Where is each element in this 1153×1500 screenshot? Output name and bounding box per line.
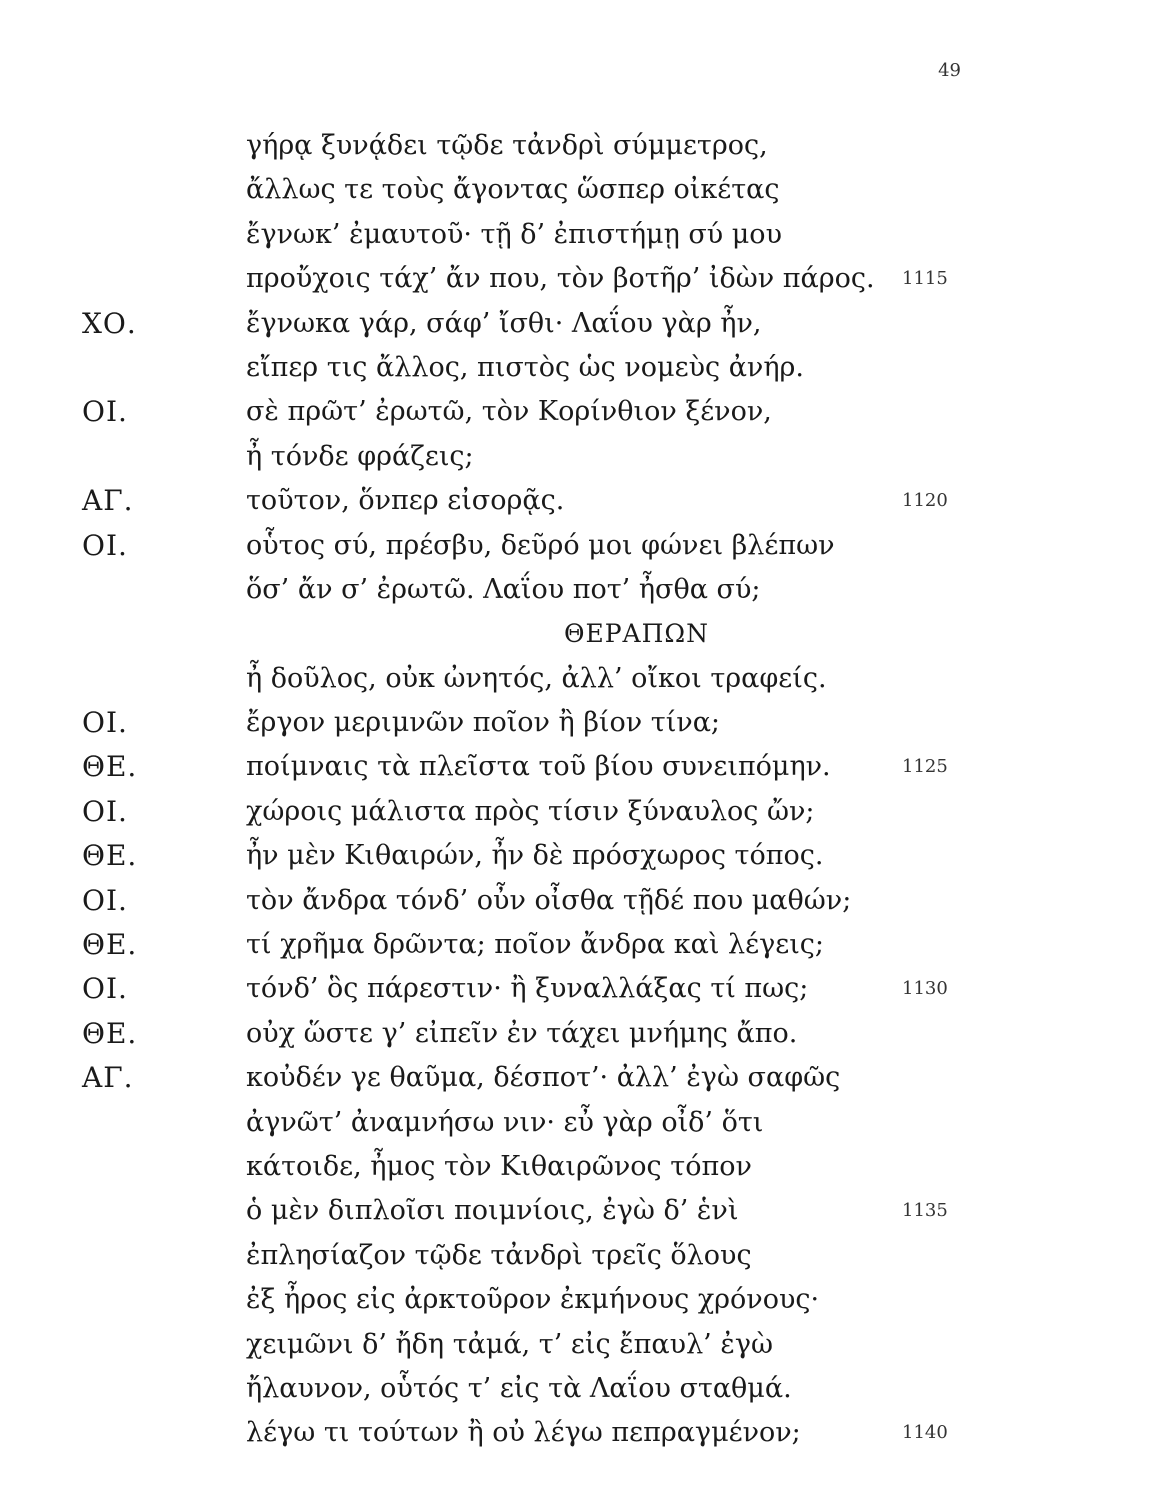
verse-text-line: προὔχοις τάχ’ ἄν που, τὸν βοτῆρ’ ἰδὼν πάρος. <box>246 263 875 295</box>
verse-text-line: ἄλλως τε τοὺς ἄγοντας ὥσπερ οἰκέτας <box>246 174 780 206</box>
verse-line <box>0 168 1153 212</box>
verse-text-line: εἴπερ τις ἄλλος, πιστὸς ὡς νομεὺς ἀνήρ. <box>246 351 804 383</box>
verse-line <box>0 346 1153 390</box>
verse-text-line: ἦν μὲν Κιθαιρών, ἦν δὲ πρόσχωρος τόπος. <box>246 840 824 872</box>
verse-line <box>0 834 1153 878</box>
verse-text-line: οὗτος σύ, πρέσβυ, δεῦρό μοι φώνει βλέπων <box>246 529 835 561</box>
verse-text-line: κάτοιδε, ἦμος τὸν Κιθαιρῶνος τόπον <box>246 1150 752 1182</box>
speaker-label: ΟΙ. <box>82 883 128 917</box>
verse-text-line: ἦ τόνδε φράζεις; <box>246 440 474 472</box>
verse-line <box>0 1367 1153 1411</box>
verse-line <box>0 257 1153 301</box>
line-number: 1135 <box>902 1200 948 1222</box>
line-number: 1115 <box>902 268 948 290</box>
verse-text-line: τοῦτον, ὅνπερ εἰσορᾷς. <box>246 485 565 517</box>
verse-text-line: χειμῶνι δ’ ἤδη τἀμά, τ’ εἰς ἔπαυλ’ ἐγὼ <box>246 1328 773 1360</box>
line-number: 1130 <box>902 978 948 1000</box>
verse-text-line: σὲ πρῶτ’ ἐρωτῶ, τὸν Κορίνθιον ξένον, <box>246 396 772 428</box>
verse-line <box>0 1411 1153 1455</box>
speaker-label: ΘΕ. <box>82 750 138 784</box>
verse-line <box>0 1323 1153 1367</box>
verse-line <box>0 790 1153 834</box>
speaker-label: ΟΙ. <box>82 528 128 562</box>
verse-line <box>0 701 1153 745</box>
verse-line <box>0 302 1153 346</box>
verse-line <box>0 1189 1153 1233</box>
verse-text-line: χώροις μάλιστα πρὸς τίσιν ξύναυλος ὤν; <box>246 795 815 827</box>
verse-line <box>0 967 1153 1011</box>
verse-line <box>0 923 1153 967</box>
speaker-label: ΟΙ. <box>82 395 128 429</box>
verse-line <box>0 124 1153 168</box>
line-number: 1120 <box>902 490 948 512</box>
verse-line <box>0 745 1153 789</box>
verse-text-line: ἔγνωκ’ ἐμαυτοῦ· τῇ δ’ ἐπιστήμῃ σύ μου <box>246 218 782 250</box>
speaker-label: ΘΕ. <box>82 928 138 962</box>
line-number: 1140 <box>902 1422 948 1444</box>
verse-line <box>0 524 1153 568</box>
verse-line <box>0 213 1153 257</box>
verse-text-line: ἤλαυνον, οὗτός τ’ εἰς τὰ Λαΐου σταθμά. <box>246 1372 792 1404</box>
verse-line <box>0 390 1153 434</box>
verse-line <box>0 1234 1153 1278</box>
verse-text-line: τί χρῆμα δρῶντα; ποῖον ἄνδρα καὶ λέγεις; <box>246 929 825 961</box>
verse-text-line: ἐξ ἦρος εἰς ἀρκτοῦρον ἐκμήνους χρόνους· <box>246 1284 820 1316</box>
verse-text-line: ἀγνῶτ’ ἀναμνήσω νιν· εὖ γὰρ οἶδ’ ὅτι <box>246 1106 764 1138</box>
verse-line <box>0 657 1153 701</box>
verse-text <box>0 124 1153 1456</box>
verse-text-line: οὐχ ὥστε γ’ εἰπεῖν ἐν τάχει μνήμης ἄπο. <box>246 1017 798 1049</box>
verse-text-line: τόνδ’ ὃς πάρεστιν· ἢ ξυναλλάξας τί πως; <box>246 973 809 1005</box>
speaker-label: ΟΙ. <box>82 794 128 828</box>
verse-text-line: ἦ δοῦλος, οὐκ ὠνητός, ἀλλ’ οἴκοι τραφείς. <box>246 662 827 694</box>
verse-line <box>0 479 1153 523</box>
verse-text-line: τὸν ἄνδρα τόνδ’ οὖν οἶσθα τῇδέ που μαθών; <box>246 884 852 916</box>
verse-text-line: ποίμναις τὰ πλεῖστα τοῦ βίου συνειπόμην. <box>246 751 831 783</box>
verse-text-line: ἐπλησίαζον τῷδε τἀνδρὶ τρεῖς ὅλους <box>246 1239 752 1271</box>
page-number: 49 <box>938 60 961 81</box>
speaker-label: ΘΕ. <box>82 839 138 873</box>
speaker-label: ΘΕ. <box>82 1016 138 1050</box>
speaker-label: ΑΓ. <box>82 484 134 518</box>
character-heading-row <box>0 612 1153 656</box>
speaker-label: ΟΙ. <box>82 972 128 1006</box>
verse-line <box>0 879 1153 923</box>
speaker-label: ΑΓ. <box>82 1061 134 1095</box>
verse-line <box>0 568 1153 612</box>
character-heading: ΘΕΡΑΠΩΝ <box>563 619 710 649</box>
speaker-label: ΟΙ. <box>82 706 128 740</box>
verse-line <box>0 1012 1153 1056</box>
verse-line <box>0 1145 1153 1189</box>
verse-text-line: ἔργον μεριμνῶν ποῖον ἢ βίον τίνα; <box>246 707 721 739</box>
verse-text-line: λέγω τι τούτων ἢ οὐ λέγω πεπραγμένον; <box>246 1417 801 1449</box>
verse-text-line: ὅσ’ ἄν σ’ ἐρωτῶ. Λαΐου ποτ’ ἦσθα σύ; <box>246 573 761 605</box>
speaker-label: ΧΟ. <box>82 306 137 340</box>
verse-line <box>0 1101 1153 1145</box>
verse-text-line: κοὐδέν γε θαῦμα, δέσποτ’· ἀλλ’ ἐγὼ σαφῶς <box>246 1062 841 1094</box>
verse-text-line: ἔγνωκα γάρ, σάφ’ ἴσθι· Λαΐου γὰρ ἦν, <box>246 307 762 339</box>
line-number: 1125 <box>902 756 948 778</box>
verse-line <box>0 1056 1153 1100</box>
verse-line <box>0 1278 1153 1322</box>
verse-line <box>0 435 1153 479</box>
verse-text-line: γήρᾳ ξυνᾴδει τῷδε τἀνδρὶ σύμμετρος, <box>246 130 768 161</box>
verse-text-line: ὁ μὲν διπλοῖσι ποιμνίοις, ἐγὼ δ’ ἑνὶ <box>246 1195 739 1227</box>
